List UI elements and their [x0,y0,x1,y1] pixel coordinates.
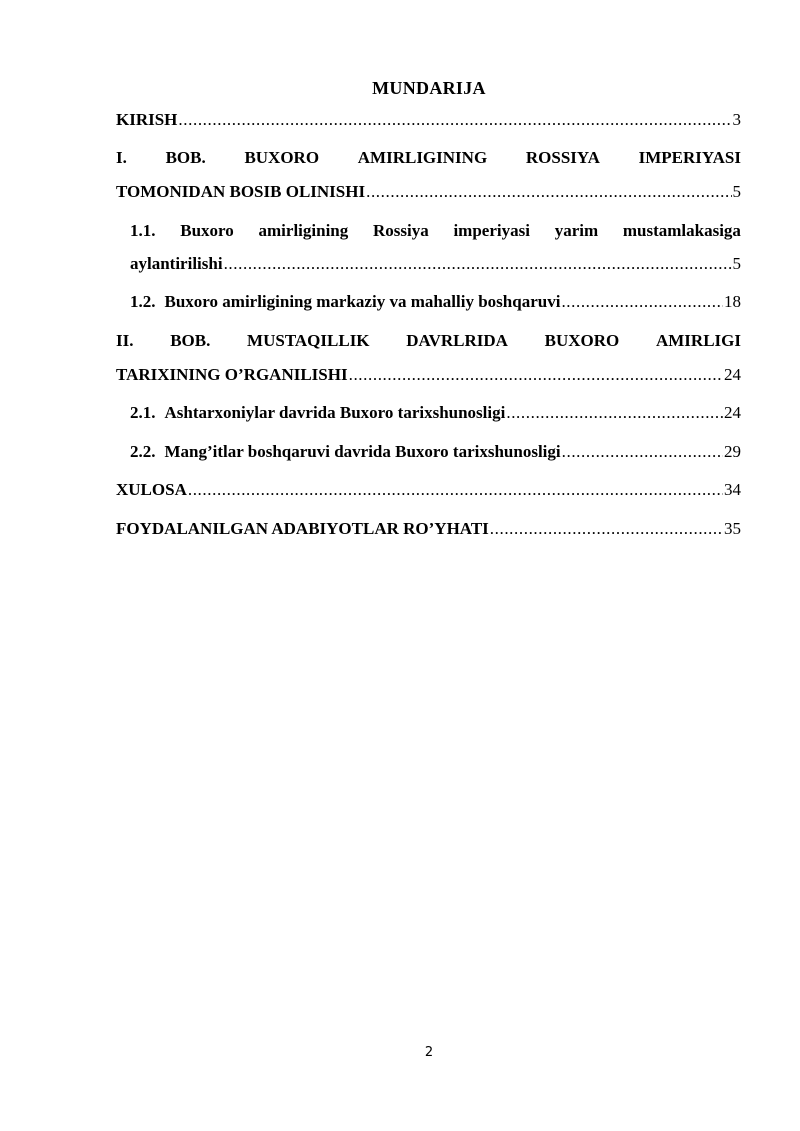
toc-word: ROSSIYA [525,148,600,167]
toc-word: imperiyasi [453,221,530,240]
toc-word: yarim [554,221,599,240]
toc-entry-label: TARIXINING O’RGANILISHI [116,365,348,384]
toc-word: BUXORO [544,331,620,350]
toc-entry-label [130,291,560,313]
toc-leader-dots [224,253,732,275]
toc-word: DAVRLRIDA [406,331,508,350]
toc-page-number: 18 [724,292,741,311]
toc-entry-bob2-line2[interactable] [116,364,741,386]
toc-section-number: 2.1. [130,403,156,422]
toc-word: AMIRLIGI [655,331,741,350]
toc-page-number: 3 [732,110,741,129]
toc-word: BUXORO [244,148,320,167]
toc-entry-xulosa[interactable] [116,479,741,501]
toc-word: MUSTAQILLIK [247,331,370,350]
toc-word: 1.1. [130,221,156,240]
toc-entry-sec11-line2[interactable] [130,253,741,275]
toc-entry-label [130,441,561,463]
toc-entry-kirish[interactable] [116,109,741,131]
toc-page-number: 35 [724,519,741,538]
page-number: 2 [424,1045,434,1060]
toc-entry-bob1-line1[interactable] [116,147,741,169]
toc-entry-sec12[interactable] [130,291,741,313]
toc-word: amirligining [258,221,349,240]
toc-page-number: 5 [732,182,741,201]
toc-entry-label: XULOSA [116,480,187,499]
toc-word: Rossiya [372,221,429,240]
toc-page-number: 24 [724,403,741,422]
toc-leader-dots [188,479,723,501]
toc-entry-sec21[interactable] [130,402,741,424]
toc-page-number: 29 [724,442,741,461]
toc-section-number: 1.2. [130,292,156,311]
toc-word: BOB. [165,148,206,167]
toc-page-number: 5 [732,254,741,273]
toc-entry-label: FOYDALANILGAN ADABIYOTLAR RO’YHATI [116,519,489,538]
toc-section-title: Mang’itlar boshqaruvi davrida Buxoro tarixshunosligi [164,442,561,461]
toc-leader-dots [506,402,723,424]
toc-word: II. [116,331,134,350]
toc-word: I. [116,148,127,167]
toc-leader-dots [178,109,731,131]
toc-entry-sec11-line1[interactable] [130,220,741,242]
toc-leader-dots [562,441,723,463]
toc-entry-bob2-line1[interactable] [116,330,741,352]
toc-entry-label: aylantirilishi [130,254,223,273]
toc-page-number: 24 [724,365,741,384]
toc-entry-sec22[interactable] [130,441,741,463]
toc-leader-dots [366,181,731,203]
toc-page-number: 34 [724,480,741,499]
toc-leader-dots [490,518,723,540]
toc-leader-dots [561,291,723,313]
toc-word: Buxoro [180,221,234,240]
toc-word: IMPERIYASI [638,148,741,167]
toc-entry-bob1-line2[interactable] [116,181,741,203]
page-title: MUNDARIJA [372,78,486,98]
toc-section-title: Ashtarxoniylar davrida Buxoro tarixshunosligi [164,403,506,422]
toc-entry-adabiyotlar[interactable] [116,518,741,540]
toc-leader-dots [349,364,723,386]
toc-word: BOB. [170,331,211,350]
toc-section-title: Buxoro amirligining markaziy va mahalliy boshqaruvi [164,292,561,311]
toc-word: AMIRLIGINING [357,148,488,167]
toc-section-number: 2.2. [130,442,156,461]
toc-word: mustamlakasiga [622,221,741,240]
toc-entry-label: TOMONIDAN BOSIB OLINISHI [116,182,366,201]
toc-entry-label: KIRISH [116,110,178,129]
toc-entry-label [130,402,505,424]
